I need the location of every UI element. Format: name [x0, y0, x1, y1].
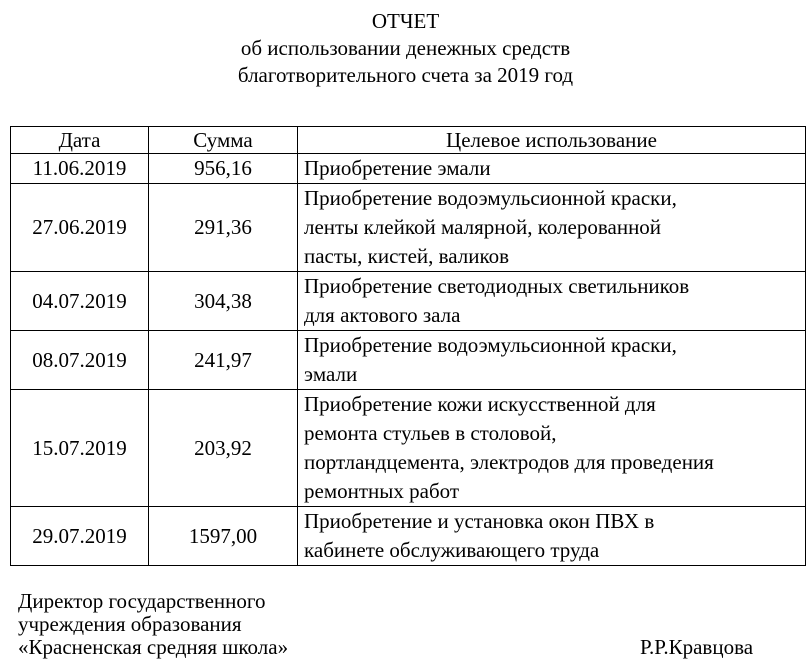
- cell-purpose: [298, 154, 806, 184]
- cell-date: 04.07.2019: [11, 272, 149, 331]
- table-row: [11, 272, 806, 331]
- expense-table: [10, 126, 806, 566]
- table-row: [11, 184, 806, 272]
- cell-purpose: [298, 331, 806, 390]
- signature-organization: «Красненская средняя школа»: [18, 635, 289, 659]
- cell-purpose: [298, 390, 806, 507]
- cell-purpose: [298, 507, 806, 566]
- table-row: [11, 331, 806, 390]
- report-title-block: [0, 8, 811, 89]
- purpose-line: ремонтных работ: [304, 479, 460, 503]
- cell-purpose: [298, 184, 806, 272]
- cell-sum: 304,38: [149, 272, 298, 331]
- purpose-line: Приобретение кожи искусственной для: [304, 392, 656, 416]
- cell-sum: 203,92: [149, 390, 298, 507]
- signature-position-line-1: Директор государственного: [18, 589, 266, 613]
- purpose-line: Приобретение водоэмульсионной краски,: [304, 333, 677, 357]
- cell-sum: 1597,00: [149, 507, 298, 566]
- report-title: ОТЧЕТ: [371, 9, 440, 33]
- header-purpose: Целевое использование: [298, 127, 806, 154]
- table-row: [11, 154, 806, 184]
- purpose-line: эмали: [304, 362, 358, 386]
- table-row: [11, 507, 806, 566]
- table-row: [11, 390, 806, 507]
- purpose-line: Приобретение водоэмульсионной краски,: [304, 186, 677, 210]
- report-subtitle-line-2: благотворительного счета за 2019 год: [237, 63, 574, 87]
- cell-date: 08.07.2019: [11, 331, 149, 390]
- cell-date: 11.06.2019: [11, 154, 149, 184]
- cell-date: 15.07.2019: [11, 390, 149, 507]
- purpose-line: кабинете обслуживающего труда: [304, 538, 600, 562]
- cell-sum: 956,16: [149, 154, 298, 184]
- cell-sum: 291,36: [149, 184, 298, 272]
- report-subtitle-line-1: об использовании денежных средств: [240, 36, 571, 60]
- purpose-line: портландцемента, электродов для проведения: [304, 450, 714, 474]
- signature-block: [18, 590, 288, 659]
- purpose-line: для актового зала: [304, 303, 461, 327]
- purpose-line: пасты, кистей, валиков: [304, 244, 510, 268]
- header-sum: Сумма: [149, 127, 298, 154]
- table-header-row: [11, 127, 806, 154]
- cell-date: 27.06.2019: [11, 184, 149, 272]
- table-body: [11, 154, 806, 566]
- purpose-line: ремонта стульев в столовой,: [304, 421, 557, 445]
- purpose-line: Приобретение светодиодных светильников: [304, 274, 690, 298]
- cell-sum: 241,97: [149, 331, 298, 390]
- signature-position-line-2: учреждения образования: [18, 612, 242, 636]
- cell-purpose: [298, 272, 806, 331]
- cell-date: 29.07.2019: [11, 507, 149, 566]
- header-date: Дата: [11, 127, 149, 154]
- purpose-line: ленты клейкой малярной, колерованной: [304, 215, 662, 239]
- purpose-line: Приобретение и установка окон ПВХ в: [304, 509, 655, 533]
- purpose-line: Приобретение эмали: [304, 156, 491, 180]
- signer-name: Р.Р.Кравцова: [640, 635, 754, 659]
